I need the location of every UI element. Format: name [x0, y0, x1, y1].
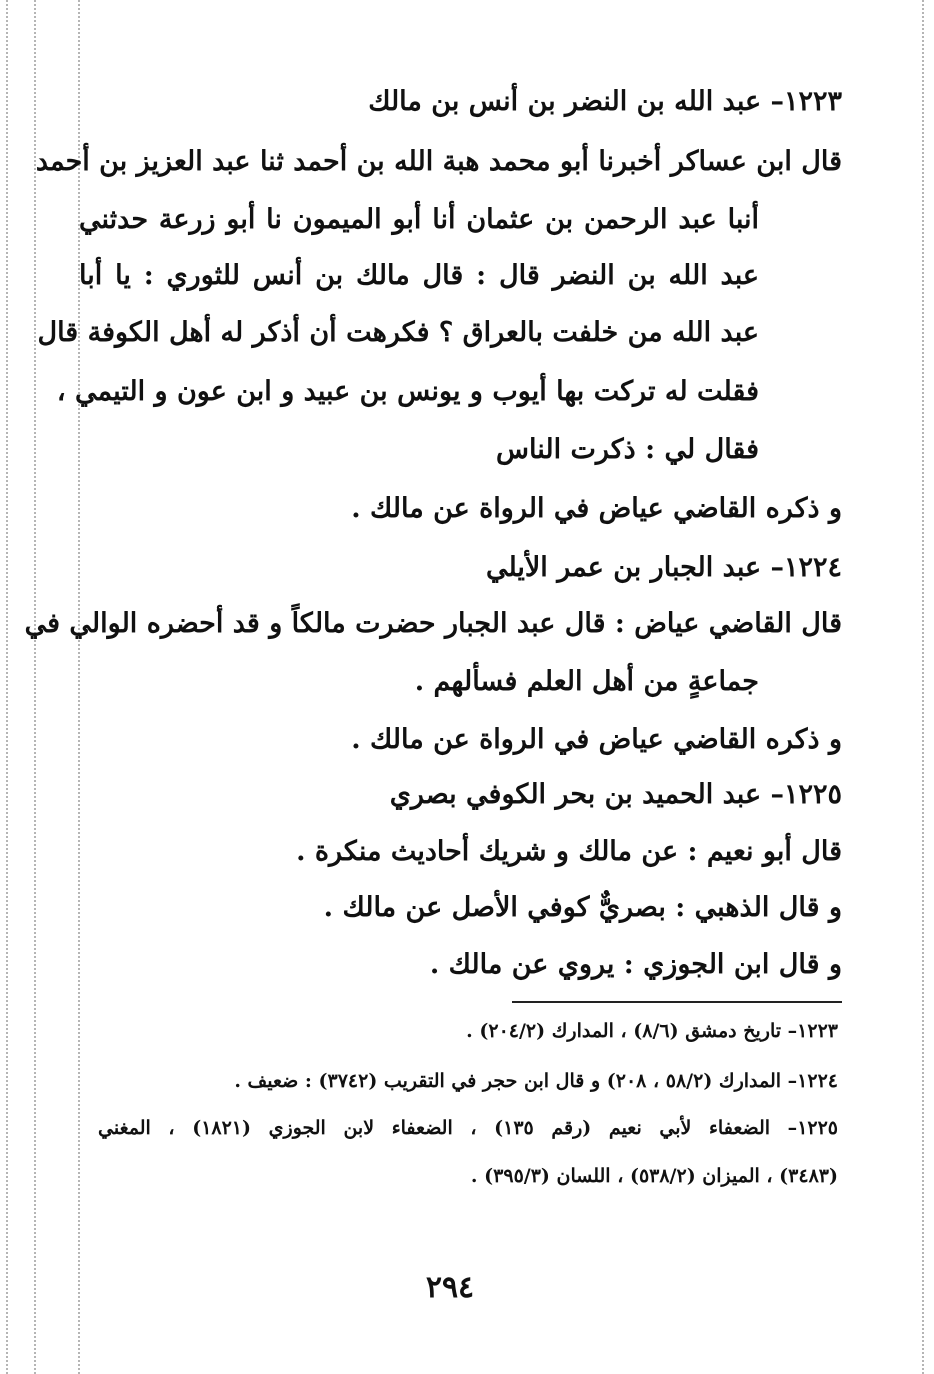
body-line: عبد الله بن النضر قال : قال مالك بن أنس للثوري : يا أبا	[79, 260, 759, 291]
scan-margin-dots	[34, 0, 36, 1374]
body-line: و قال الذهبي : بصريٌّ كوفي الأصل عن مالك .	[323, 892, 842, 923]
footnote-1225-continued: (٣٤٨٣) ، الميزان (٥٣٨/٢) ، اللسان (٣٩٥/٣) .	[470, 1165, 838, 1187]
body-line: أنبا عبد الرحمن بن عثمان أنا أبو الميمون نا أبو زرعة حدثني	[79, 204, 759, 235]
body-line: قال القاضي عياض : قال عبد الجبار حضرت مالكاً و قد أحضره الوالي في	[24, 608, 842, 639]
entry-heading-1223: ١٢٢٣– عبد الله بن النضر بن أنس بن مالك	[368, 86, 842, 117]
scan-margin-dots	[6, 0, 8, 1374]
footnote-1224: ١٢٢٤– المدارك (٥٨/٢ ، ٢٠٨) و قال ابن حجر في التقريب (٣٧٤٢) : ضعيف .	[234, 1070, 838, 1092]
body-line: قال أبو نعيم : عن مالك و شريك أحاديث منكرة .	[296, 836, 842, 867]
body-line: و ذكره القاضي عياض في الرواة عن مالك .	[351, 493, 842, 524]
body-line: و قال ابن الجوزي : يروي عن مالك .	[429, 949, 842, 980]
footnote-separator	[512, 1001, 842, 1003]
body-line: عبد الله من خلفت بالعراق ؟ فكرهت أن أذكر له أهل الكوفة قال	[37, 317, 759, 348]
entry-heading-1224: ١٢٢٤– عبد الجبار بن عمر الأيلي	[485, 552, 842, 583]
body-line: قال ابن عساكر أخبرنا أبو محمد هبة الله بن أحمد ثنا عبد العزيز بن أحمد	[35, 146, 842, 177]
page-number: ٢٩٤	[425, 1270, 475, 1305]
body-line: و ذكره القاضي عياض في الرواة عن مالك .	[351, 724, 842, 755]
scan-margin-dots	[922, 0, 924, 1374]
body-line: فقال لي : ذكرت الناس	[496, 434, 759, 465]
footnote-1225: ١٢٢٥– الضعفاء لأبي نعيم (رقم ١٣٥) ، الضعفاء لابن الجوزي (١٨٢١) ، المغني	[98, 1117, 839, 1139]
body-line: فقلت له تركت بها أيوب و يونس بن عبيد و ابن عون و التيمي ،	[56, 376, 759, 407]
body-line: جماعةٍ من أهل العلم فسألهم .	[414, 666, 759, 697]
footnote-1223: ١٢٢٣– تاريخ دمشق (٨/٦) ، المدارك (٢٠٤/٢) .	[466, 1020, 838, 1042]
entry-heading-1225: ١٢٢٥– عبد الحميد بن بحر الكوفي بصري	[389, 779, 842, 810]
